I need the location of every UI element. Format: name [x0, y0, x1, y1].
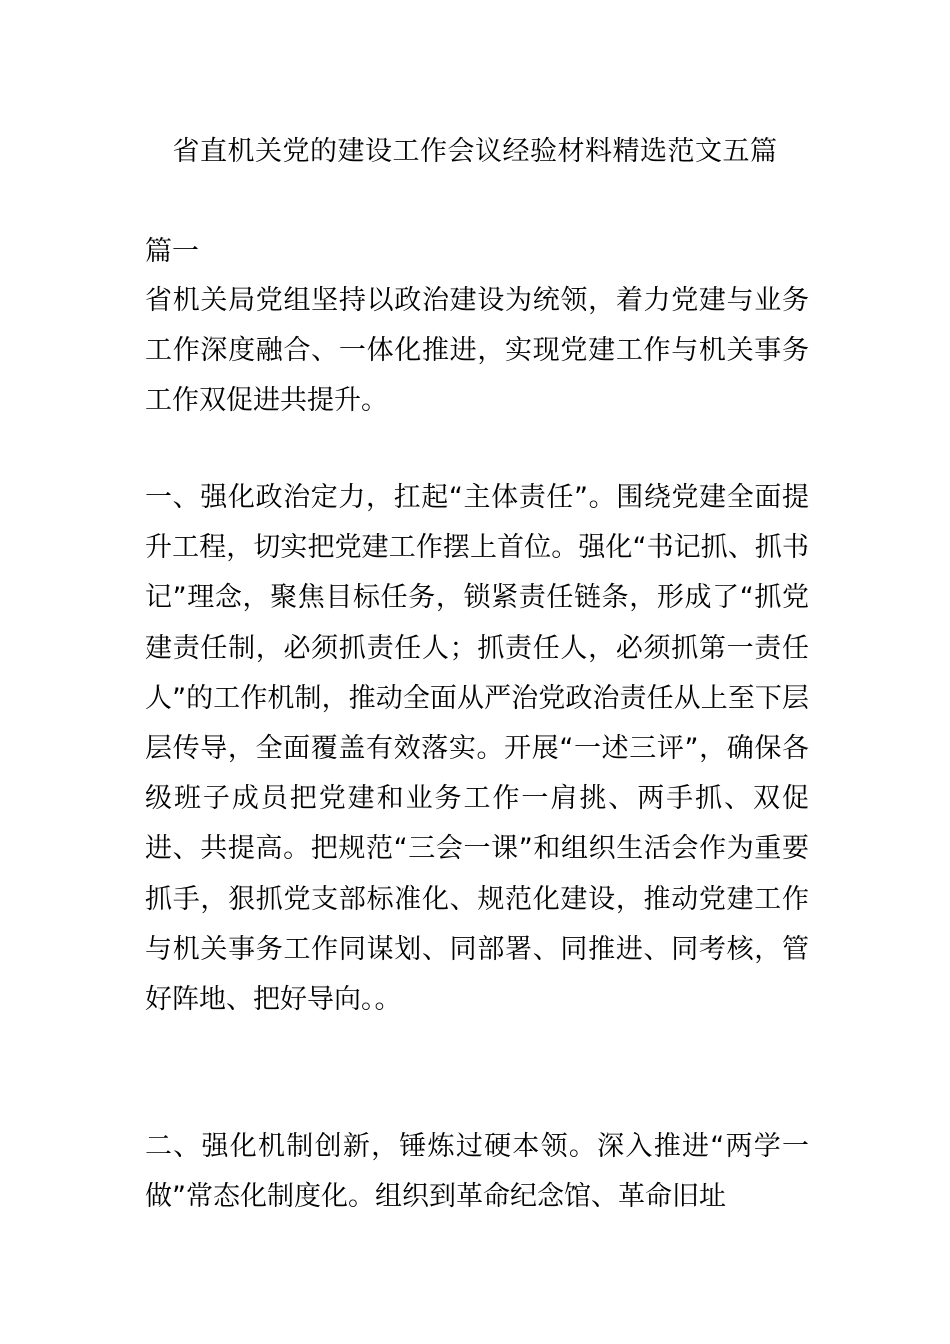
- paragraph-intro: 省机关局党组坚持以政治建设为统领，着力党建与业务工作深度融合、一体化推进，实现党建工作与机关事务工作双促进共提升。: [145, 285, 809, 417]
- section-label: 篇一: [145, 236, 199, 267]
- paragraph-point-one: 一、强化政治定力，扛起“主体责任”。围绕党建全面提升工程，切实把党建工作摆上首位。强化“书记抓、抓书记”理念，聚焦目标任务，锁紧责任链条，形成了“抓党建责任制，必须抓责任人；抓责任人，必须抓第一责任人”的工作机制，推动全面从严治党政治责任从上至下层层传导，全面覆盖有效落实。开展“一述三评”，确保各级班子成员把党建和业务工作一肩挑、两手抓、双促进、共提高。把规范“三会一课”和组织生活会作为重要抓手，狠抓党支部标准化、规范化建设，推动党建工作与机关事务工作同谋划、同部署、同推进、同考核，管好阵地、把好导向。。: [145, 482, 809, 1016]
- paragraph-point-two: 二、强化机制创新，锤炼过硬本领。深入推进“两学一做”常态化制度化。组织到革命纪念馆、革命旧址: [145, 1131, 809, 1213]
- document-title: 省直机关党的建设工作会议经验材料精选范文五篇: [172, 136, 778, 167]
